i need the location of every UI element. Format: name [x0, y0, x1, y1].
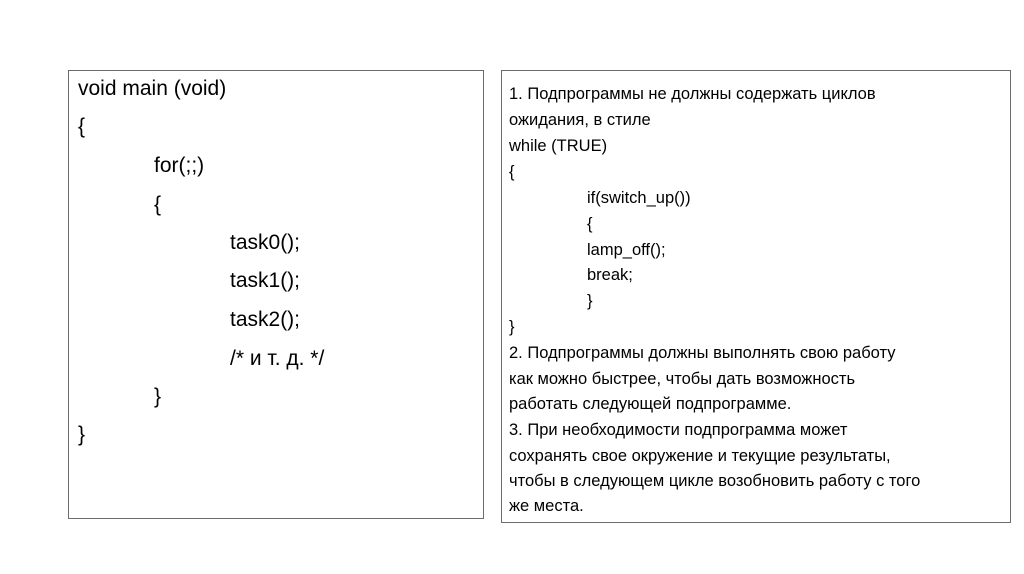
rule-line: как можно быстрее, чтобы дать возможность: [509, 370, 856, 388]
rule-line: ожидания, в стиле: [509, 111, 651, 129]
rule-line: чтобы в следующем цикле возобновить работу с того: [509, 472, 921, 490]
rule-line: if(switch_up()): [587, 189, 691, 207]
rule-line: }: [509, 318, 515, 336]
rule-line: сохранять свое окружение и текущие результаты,: [509, 447, 891, 465]
code-line: for(;;): [154, 154, 205, 177]
code-line: task0();: [230, 231, 301, 254]
rule-line: while (TRUE): [509, 137, 608, 155]
rule-line: {: [587, 215, 593, 233]
code-line: {: [78, 115, 86, 138]
code-line: /* и т. д. */: [230, 347, 325, 370]
code-line: }: [78, 423, 86, 446]
rule-line: 1. Подпрограммы не должны содержать циклов: [509, 85, 876, 103]
rule-line: break;: [587, 266, 633, 284]
rule-line: 2. Подпрограммы должны выполнять свою работу: [509, 344, 896, 362]
rule-line: lamp_off();: [587, 241, 666, 259]
rules-text-box: [501, 70, 1011, 523]
rule-line: работать следующей подпрограмме.: [509, 395, 792, 413]
code-example-box: [68, 70, 484, 519]
code-line: task2();: [230, 308, 301, 331]
rule-line: {: [509, 163, 515, 181]
rule-line: же места.: [509, 497, 584, 515]
code-line: }: [154, 385, 162, 408]
code-line: task1();: [230, 269, 301, 292]
rule-line: 3. При необходимости подпрограмма может: [509, 421, 848, 439]
code-line: {: [154, 193, 162, 216]
code-line: void main (void): [78, 77, 227, 100]
rule-line: }: [587, 292, 593, 310]
